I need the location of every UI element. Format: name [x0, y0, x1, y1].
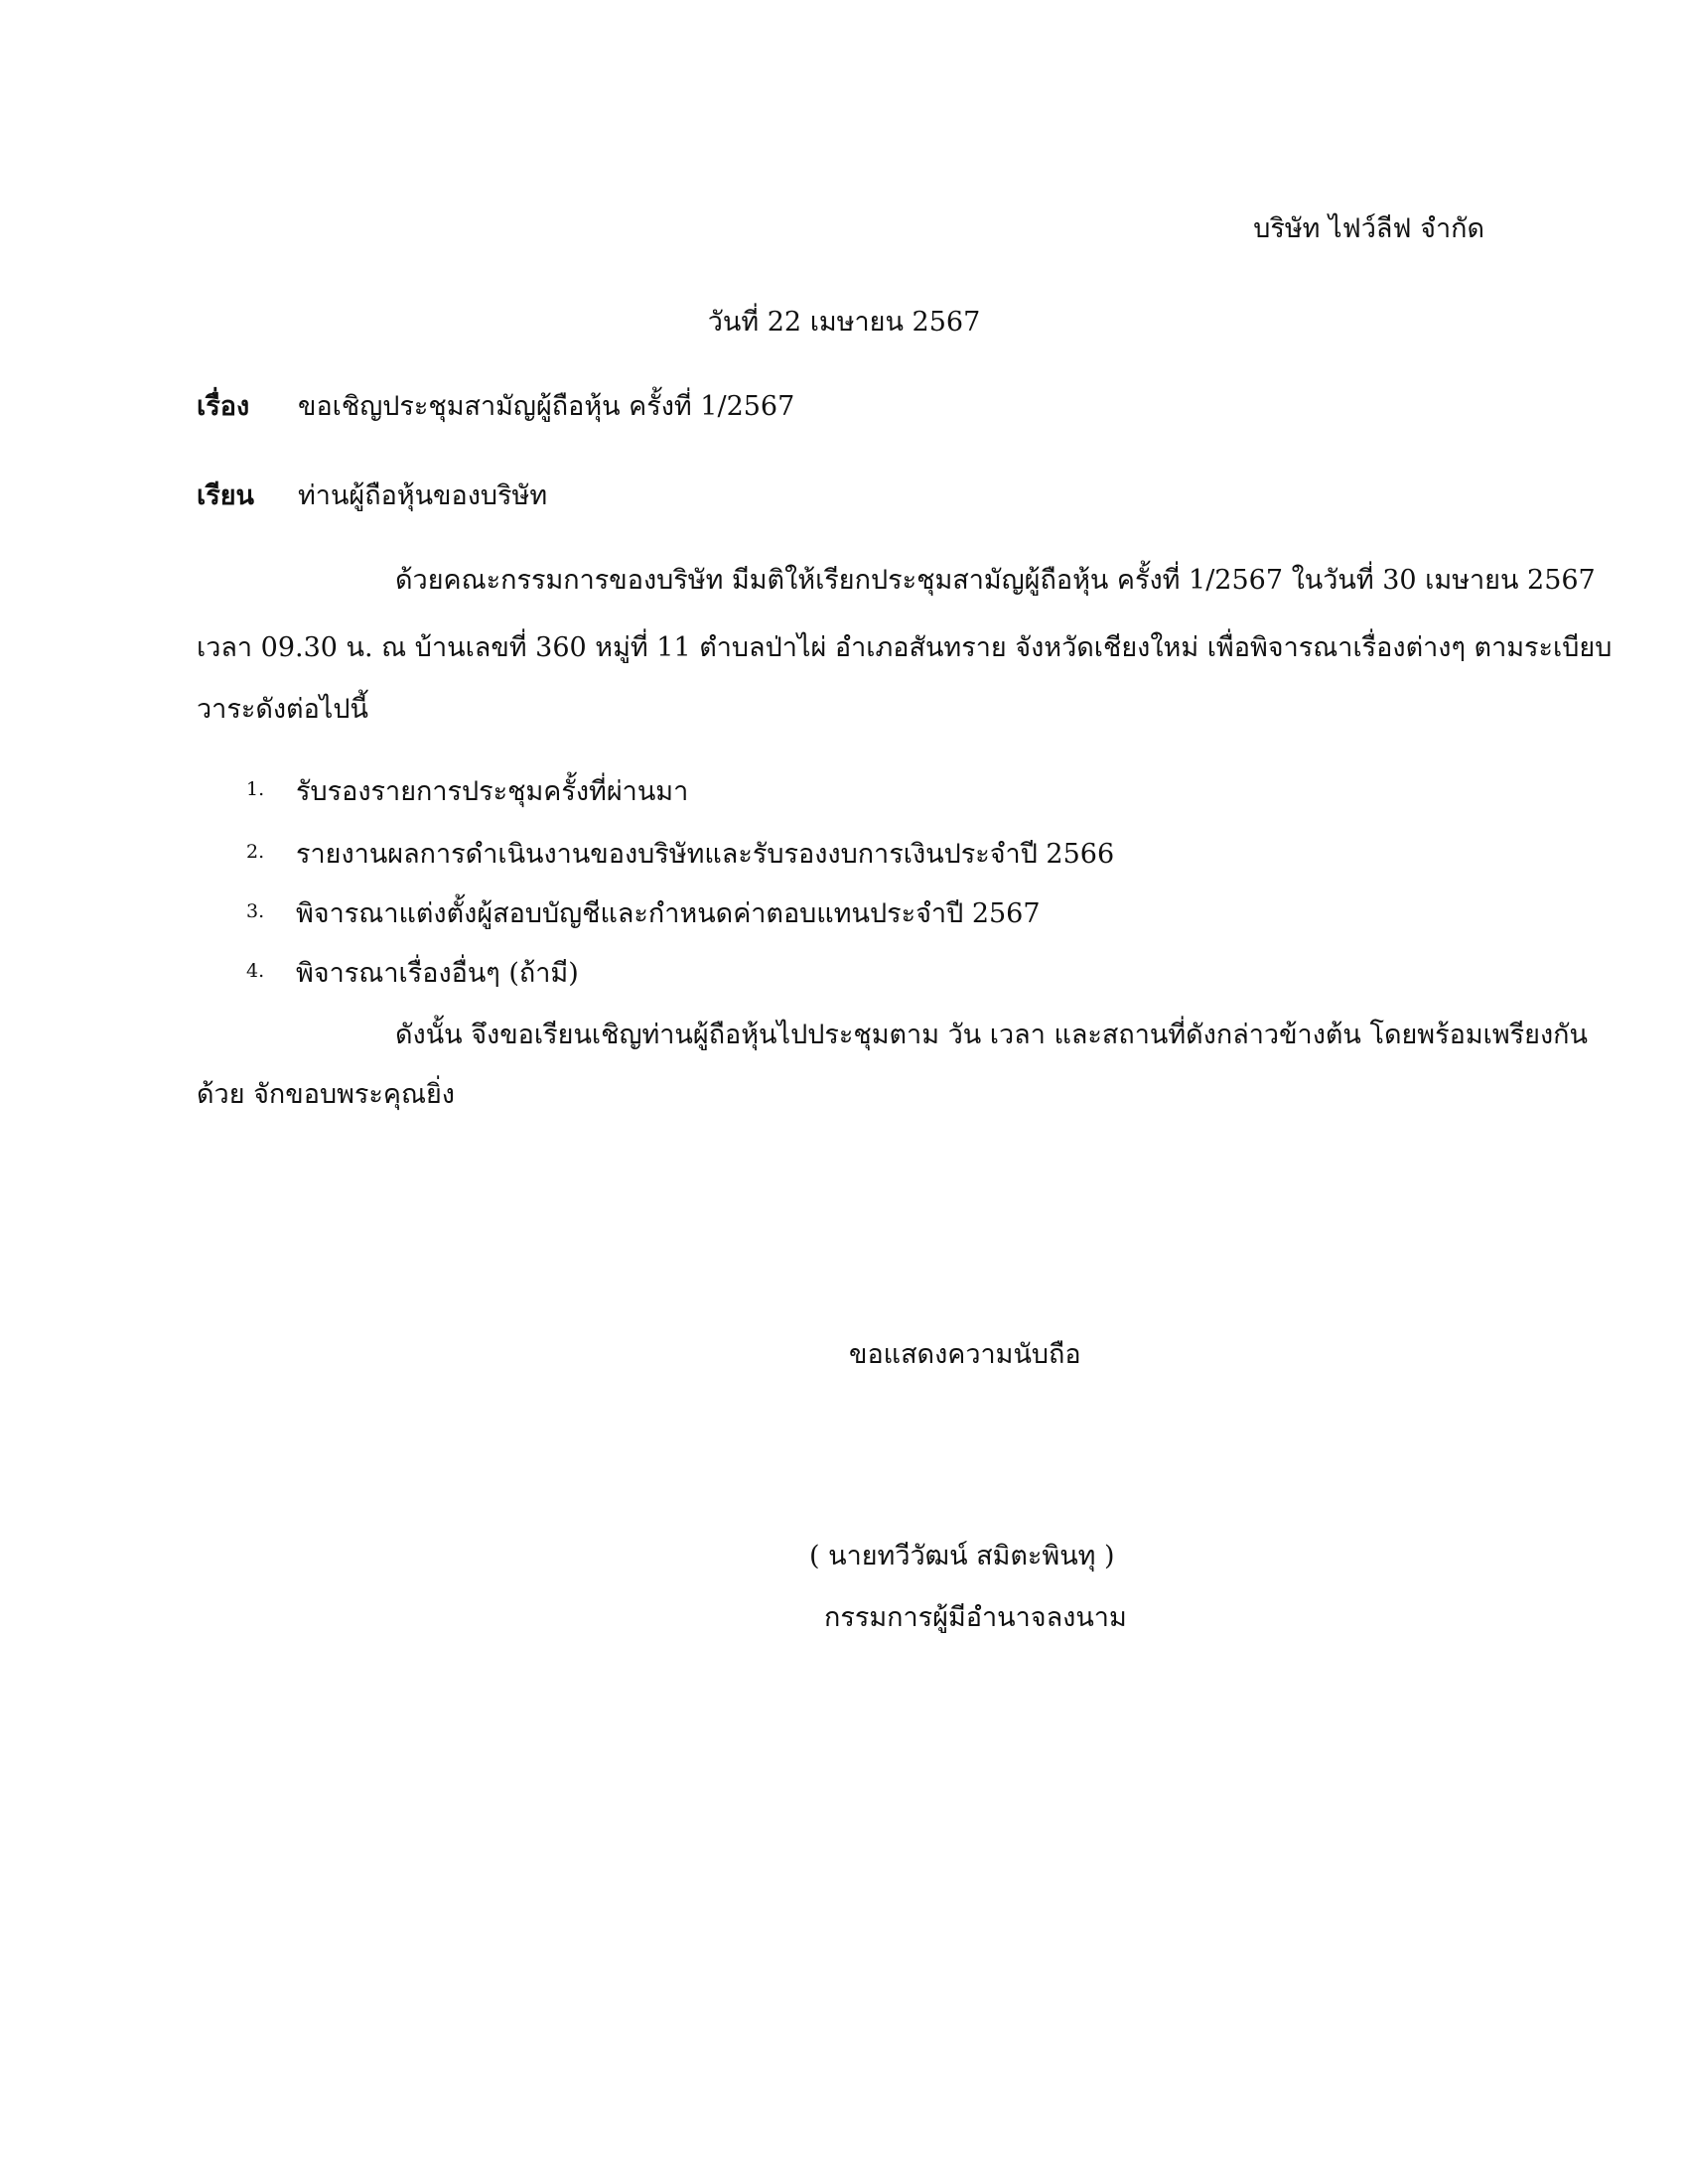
recipient-text: ท่านผู้ถือหุ้นของบริษัท	[298, 480, 548, 511]
signatory-name: ( นายทวีวัฒน์ สมิตะพินทุ )	[809, 1541, 1115, 1571]
conclusion-line: ดังนั้น จึงขอเรียนเชิญท่านผู้ถือหุ้นไปประชุมตาม วัน เวลา และสถานที่ดังกล่าวข้างต้น โดยพร้อมเพรียงกัน	[395, 1020, 1588, 1050]
agenda-item-text: พิจารณาเรื่องอื่นๆ (ถ้ามี)	[296, 958, 579, 989]
recipient-label: เรียน	[197, 480, 255, 511]
letter-date: วันที่ 22 เมษายน 2567	[707, 307, 981, 338]
agenda-item-number: 1.	[246, 778, 265, 800]
subject-label: เรื่อง	[197, 391, 250, 422]
intro-line: วาระดังต่อไปนี้	[197, 694, 368, 725]
subject-text: ขอเชิญประชุมสามัญผู้ถือหุ้น ครั้งที่ 1/2567	[298, 391, 795, 422]
agenda-item-text: พิจารณาแต่งตั้งผู้สอบบัญชีและกำหนดค่าตอบแทนประจำปี 2567	[296, 898, 1041, 929]
agenda-item-number: 3.	[246, 900, 265, 922]
intro-line: ด้วยคณะกรรมการของบริษัท มีมติให้เรียกประชุมสามัญผู้ถือหุ้น ครั้งที่ 1/2567 ในวันที่ 30 เมษายน 2567	[395, 565, 1596, 596]
agenda-item-text: รับรองรายการประชุมครั้งที่ผ่านมา	[296, 776, 689, 807]
intro-line: เวลา 09.30 น. ณ บ้านเลขที่ 360 หมู่ที่ 11 ตำบลป่าไผ่ อำเภอสันทราย จังหวัดเชียงใหม่ เพื่อพิจารณาเรื่องต่างๆ ตามระเบียบ	[197, 632, 1613, 663]
agenda-item-text: รายงานผลการดำเนินงานของบริษัทและรับรองงบการเงินประจำปี 2566	[296, 839, 1115, 870]
closing-phrase: ขอแสดงความนับถือ	[849, 1339, 1081, 1370]
agenda-item-number: 4.	[246, 960, 265, 982]
company-name: บริษัท ไฟว์ลีฟ จำกัด	[1253, 213, 1484, 244]
conclusion-line: ด้วย จักขอบพระคุณยิ่ง	[197, 1079, 455, 1110]
agenda-item-number: 2.	[246, 841, 265, 863]
signatory-title: กรรมการผู้มีอำนาจลงนาม	[824, 1602, 1127, 1633]
